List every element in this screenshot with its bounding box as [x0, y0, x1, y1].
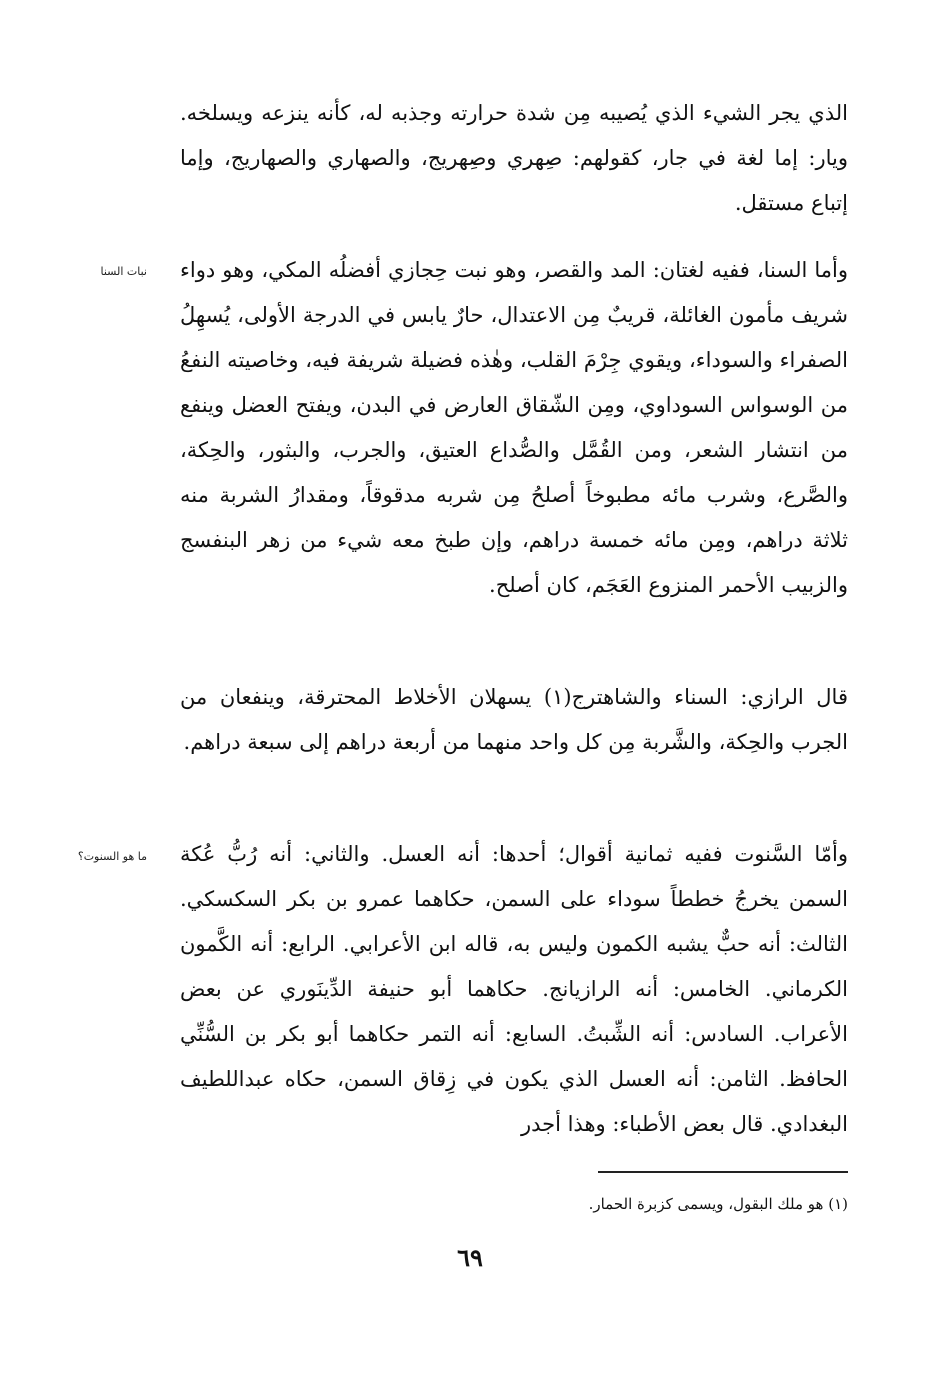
paragraph-jar-wordplay: الذي يجر الشيء الذي يُصيبه مِن شدة حرارته وجذبه له، كأنه ينزعه ويسلخه. ويار: إما لغة في جار، كقولهم: صِهري وصِهريج، والصهاري والصهاريج، وإما إتباع مستقل. [180, 101, 848, 215]
page-number: ٦٩ [457, 1243, 483, 1272]
paragraph-senna: وأما السنا، ففيه لغتان: المد والقصر، وهو نبت حِجازي أفضلُه المكي، وهو دواء شريف مأمون الغائلة، قريبٌ مِن الاعتدال، حارٌ يابس في الدرجة الأولى، يُسهِلُ الصفراء والسوداء، ويقوي جِرْمَ القلب، وهٰذه فضيلة شريفة فيه، وخاصيته النفعُ من الوسواس السوداوي، ومِن الشّقاق العارض في البدن، ويفتح العضل وينفع من انتشار الشعر، ومن القُمَّل والصُّداع العتيق، والجرب، والبثور، والحِكة، والصَّرع، وشرب مائه مطبوخاً أصلحُ مِن شربه مدقوقاً، ومقدارُ الشربة منه ثلاثة دراهم، ومِن مائه خمسة دراهم، وإن طبخ معه شيء من زهر البنفسج والزبيب الأحمر المنزوع العَجَم، كان أصلح. [180, 258, 848, 597]
paragraph-razi-quote: قال الرازي: السناء والشاهترج(١) يسهلان الأخلاط المحترقة، وينفعان من الجرب والحِكة، والشَّربة مِن كل واحد منهما من أربعة دراهم إلى سبعة دراهم. [180, 685, 848, 754]
paragraph-sannut: وأمّا السَّنوت ففيه ثمانية أقوال؛ أحدها: أنه العسل. والثاني: أنه رُبُّ عُكة السمن يخرجُ خططاً سوداء على السمن، حكاهما عمرو بن بكر السكسكي. الثالث: أنه حبٌّ يشبه الكمون وليس به، قاله ابن الأعرابي. الرابع: أنه الكَّمون الكرماني. الخامس: أنه الرازيانج. حكاهما أبو حنيفة الدِّينَوري عن بعض الأعراب. السادس: أنه الشِّبتُ. السابع: أنه التمر حكاهما أبو بكر بن السُّنِّي الحافظ. الثامن: أنه العسل الذي يكون في زِقاق السمن، حكاه عبداللطيف البغدادي. قال بعض الأطباء: وهذا أجدر [180, 842, 849, 1136]
footnote: (١) هو ملك البقول، ويسمى كزبرة الحمار. [588, 1195, 848, 1213]
margin-note-senna: نبات السنا [100, 265, 147, 278]
footnote-divider [598, 1171, 848, 1173]
margin-note-sannut: ما هو السنوت؟ [77, 850, 147, 863]
